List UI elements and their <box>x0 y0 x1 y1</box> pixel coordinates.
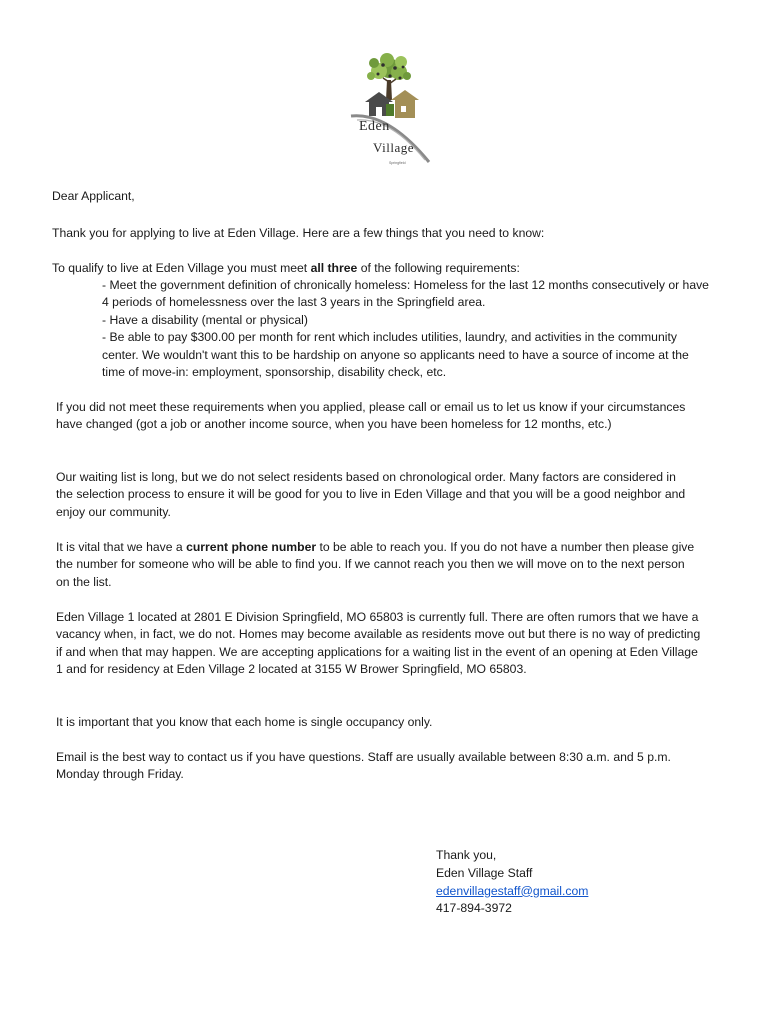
locations-paragraph: Eden Village 1 located at 2801 E Division Springfield, MO 65803 is currently full. There are often rumors that we have a vacancy when, in fact, we do not. Homes may become available as residents move out but there is no way of predicting if and when that may happen. We are accepting applications for a waiting list in the event of an opening at Eden Village 1 and for residency at Eden Village 2 located at 3155 W Brower Springfield, MO 65803. <box>56 610 701 677</box>
waiting-list-paragraph: Our waiting list is long, but we do not select residents based on chronological order. Many factors are considered in the selection process to ensure it will be good for you to live in Eden Village and that you will be a good neighbor and enjoy our community. <box>56 470 686 519</box>
house-tan-icon <box>391 90 419 118</box>
signature-block <box>436 847 588 918</box>
intro-paragraph: Thank you for applying to live at Eden Village. Here are a few things that you need to know: <box>52 226 545 240</box>
occupancy-paragraph: It is important that you know that each home is single occupancy only. <box>56 715 433 729</box>
email-link[interactable]: edenvillagestaff@gmail.com <box>436 883 589 898</box>
qualify-lead-text: To qualify to live at Eden Village you must meet <box>52 261 311 275</box>
logo-name-line1: Eden <box>359 119 390 134</box>
phone-number: 417-894-3972 <box>436 901 512 916</box>
tree-canopy <box>367 53 411 80</box>
not-met-paragraph: If you did not meet these requirements when you applied, please call or email us to let us know if your circumstances have changed (got a job or another income source, when you have been homeless for 12 months, etc.) <box>56 400 686 432</box>
phone-emphasis: current phone number <box>186 540 317 554</box>
requirement-item: - Be able to pay $300.00 per month for rent which includes utilities, laundry, and activities in the community center. We wouldn't want this to be hardship on anyone so applicants need to have a source of income at the time of move-in: employment, sponsorship, disability check, etc. <box>102 330 689 380</box>
salutation: Dear Applicant, <box>52 189 135 203</box>
requirement-item: - Meet the government definition of chronically homeless: Homeless for the last 12 months consecutively or have 4 periods of homelessness over the last 3 years in the Springfield area. <box>102 278 709 310</box>
phone-text: It is vital that we have a <box>56 540 187 554</box>
qualify-lead <box>52 260 732 277</box>
qualify-emphasis: all three <box>310 261 358 275</box>
sender-name: Eden Village Staff <box>436 865 533 880</box>
requirement-item: - Have a disability (mental or physical) <box>102 312 308 327</box>
contact-paragraph: Email is the best way to contact us if you have questions. Staff are usually available between 8:30 a.m. and 5 p.m. Monday through Friday. <box>56 750 671 782</box>
logo-name-line2: Village <box>373 140 414 155</box>
eden-village-logo <box>343 52 435 170</box>
phone-paragraph <box>56 539 696 591</box>
phone-text-tail: to be able to reach you. If you do not have a number then please give the number for someone who will be able to find you. If we cannot reach you then we will move on to the next person on the list. <box>56 540 695 589</box>
requirements-list <box>102 277 712 381</box>
closing: Thank you, <box>436 848 497 862</box>
logo-tagline: Springfield <box>389 161 406 165</box>
qualify-lead-tail: of the following requirements: <box>357 261 520 275</box>
